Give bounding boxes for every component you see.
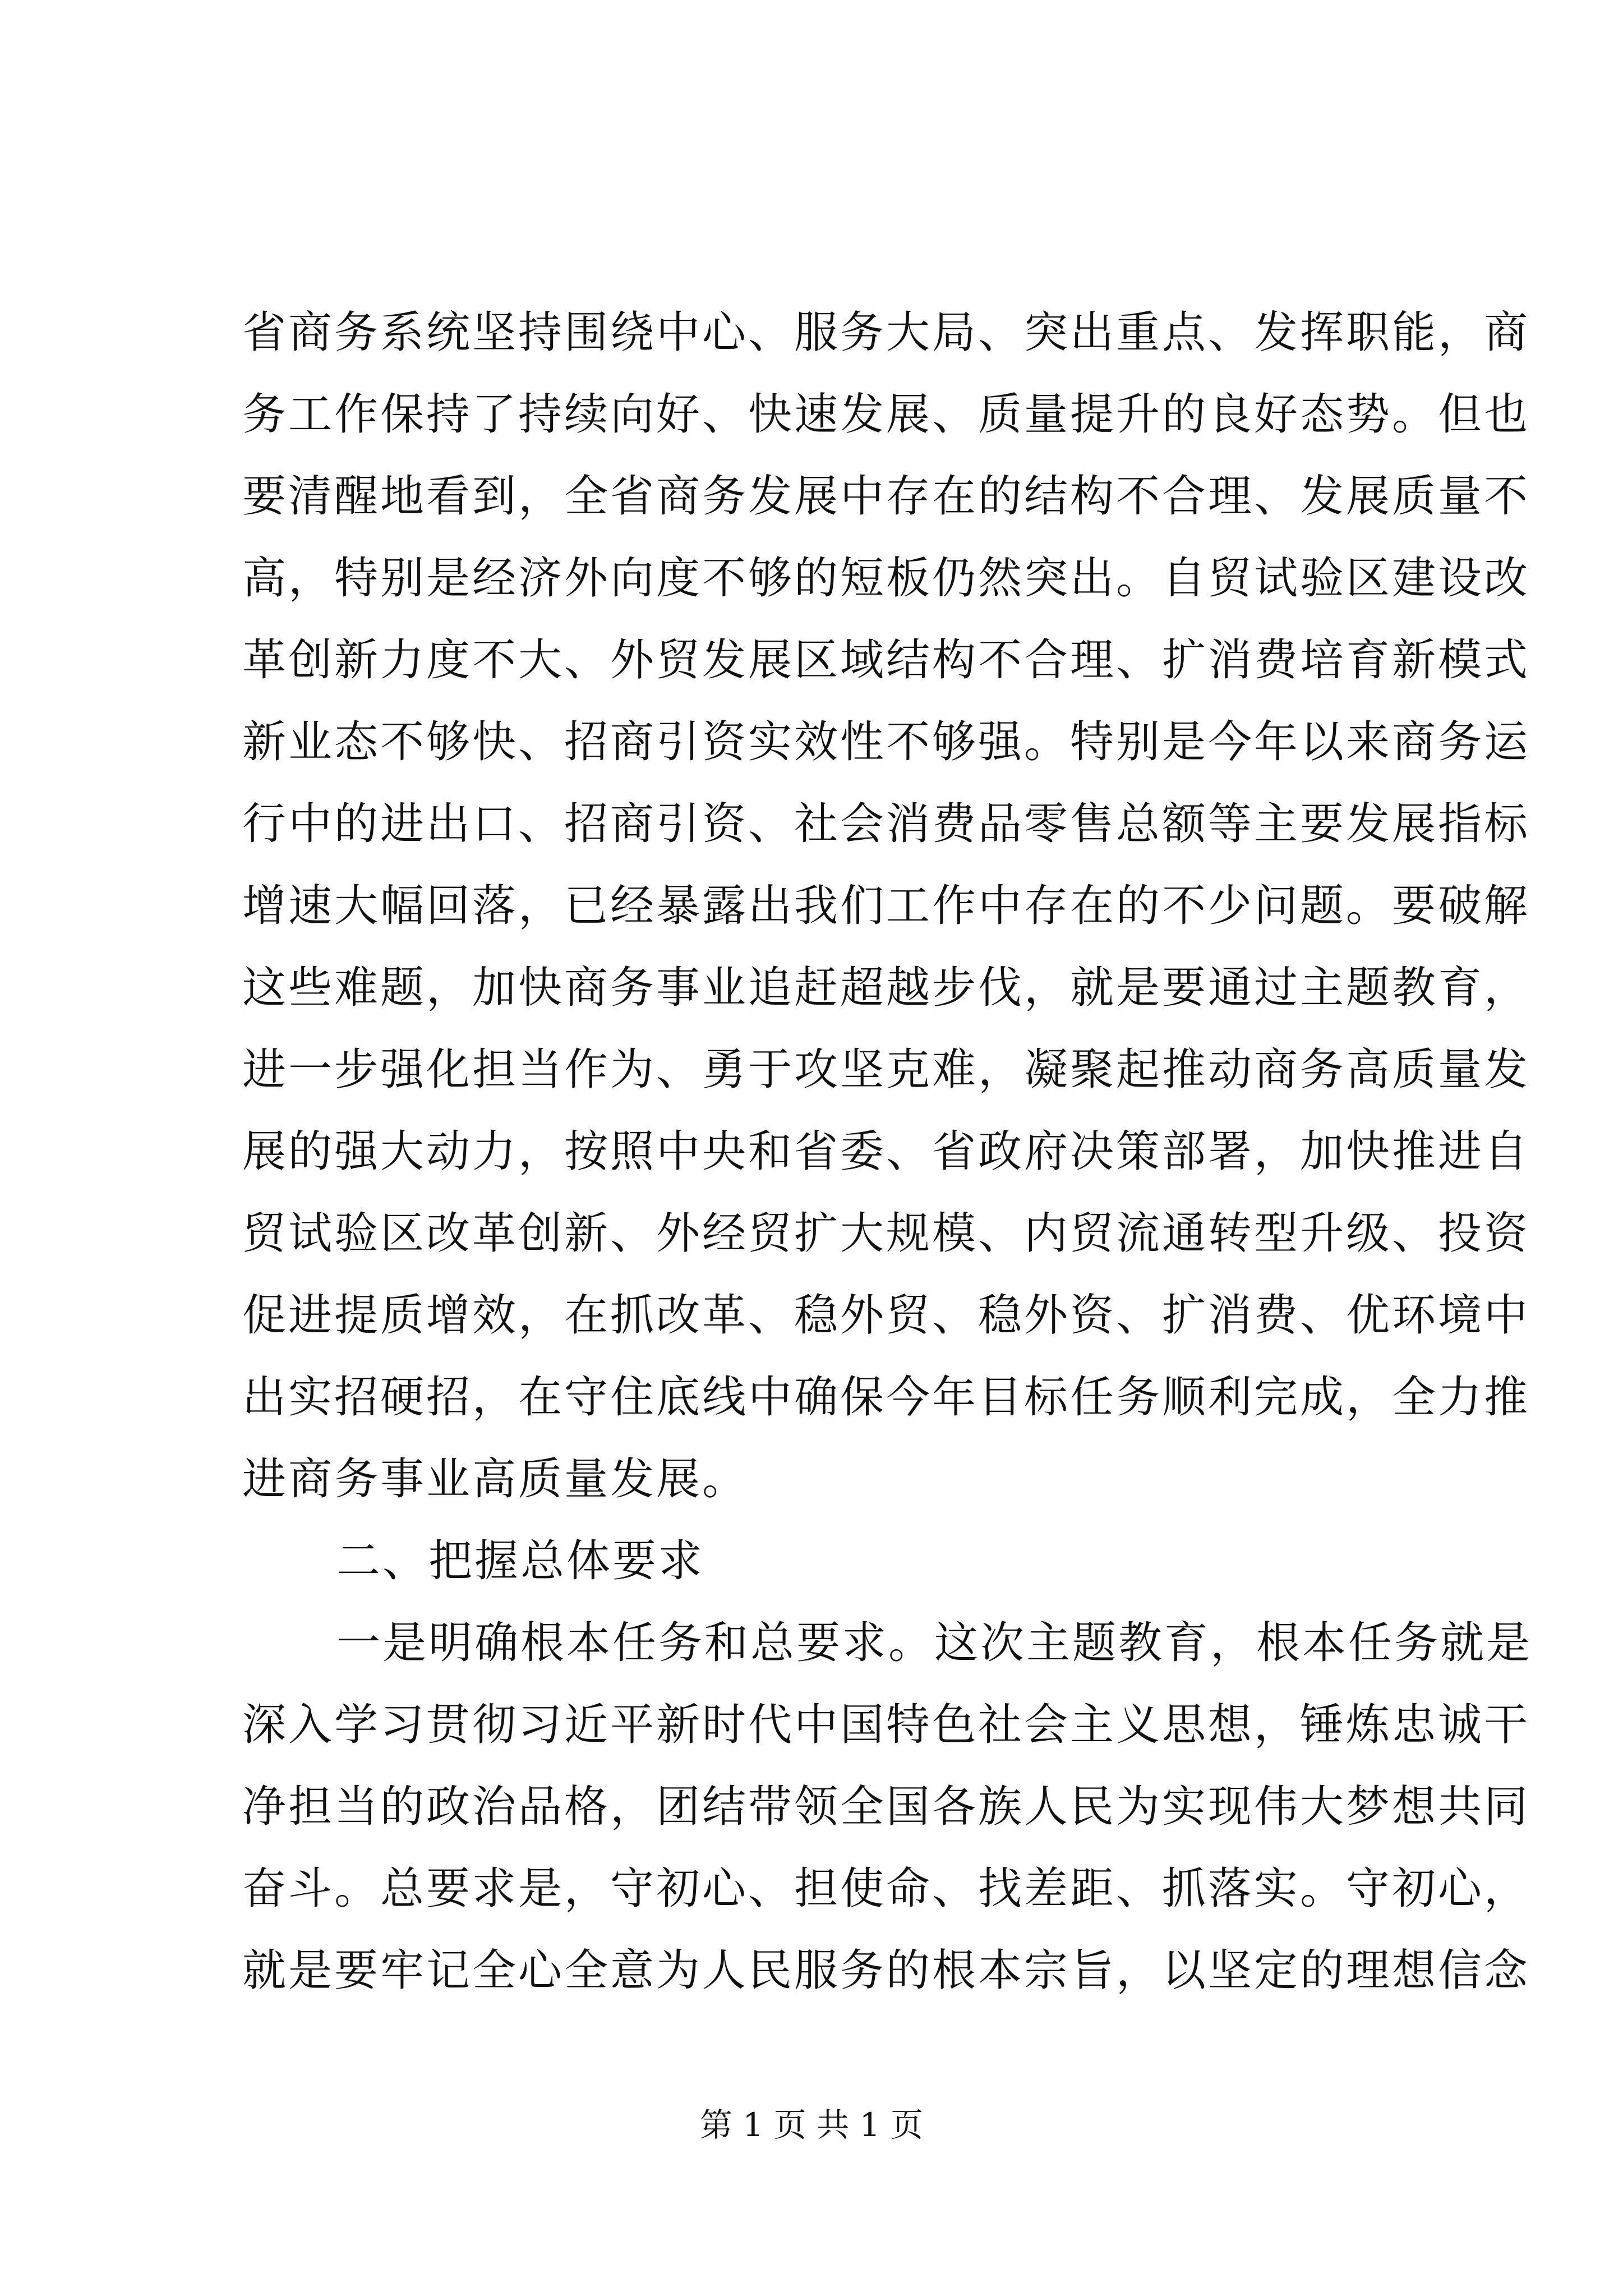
body-line: 行中的进出口、招商引资、社会消费品零售总额等主要发展指标 xyxy=(242,799,1530,849)
body-line: 务工作保持了持续向好、快速发展、质量提升的良好态势。但也 xyxy=(242,389,1530,440)
body-line: 革创新力度不大、外贸发展区域结构不合理、扩消费培育新模式 xyxy=(242,635,1530,685)
section-heading: 二、把握总体要求 xyxy=(336,1536,705,1586)
body-line: 进一步强化担当作为、勇于攻坚克难，凝聚起推动商务高质量发 xyxy=(242,1045,1530,1095)
body-line: 贸试验区改革创新、外经贸扩大规模、内贸流通转型升级、投资 xyxy=(242,1208,1530,1259)
body-line: 这些难题，加快商务事业追赶超越步伐，就是要通过主题教育， xyxy=(242,963,1530,1013)
body-line: 深入学习贯彻习近平新时代中国特色社会主义思想，锤炼忠诚干 xyxy=(242,1700,1530,1750)
body-line: 奋斗。总要求是，守初心、担使命、找差距、抓落实。守初心， xyxy=(242,1864,1530,1914)
body-line: 要清醒地看到，全省商务发展中存在的结构不合理、发展质量不 xyxy=(242,471,1530,522)
body-line: 进商务事业高质量发展。 xyxy=(242,1454,749,1504)
body-line: 展的强大动力，按照中央和省委、省政府决策部署，加快推进自 xyxy=(242,1126,1530,1177)
body-line: 出实招硬招，在守住底线中确保今年目标任务顺利完成，全力推 xyxy=(242,1372,1530,1423)
paragraph-first-line: 一是明确根本任务和总要求。这次主题教育，根本任务就是 xyxy=(336,1618,1533,1668)
body-line: 增速大幅回落，已经暴露出我们工作中存在的不少问题。要破解 xyxy=(242,881,1530,931)
page-footer xyxy=(0,2102,1623,2147)
document-body xyxy=(242,292,1533,2012)
body-line: 省商务系统坚持围绕中心、服务大局、突出重点、发挥职能，商 xyxy=(242,307,1530,358)
body-line: 促进提质增效，在抓改革、稳外贸、稳外资、扩消费、优环境中 xyxy=(242,1290,1530,1341)
body-line: 高，特别是经济外向度不够的短板仍然突出。自贸试验区建设改 xyxy=(242,553,1530,604)
body-line: 新业态不够快、招商引资实效性不够强。特别是今年以来商务运 xyxy=(242,717,1530,767)
body-line: 净担当的政治品格，团结带领全国各族人民为实现伟大梦想共同 xyxy=(242,1782,1530,1832)
page-number: 第 1 页 共 1 页 xyxy=(700,2106,923,2144)
body-line: 就是要牢记全心全意为人民服务的根本宗旨，以坚定的理想信念 xyxy=(242,1945,1530,1996)
